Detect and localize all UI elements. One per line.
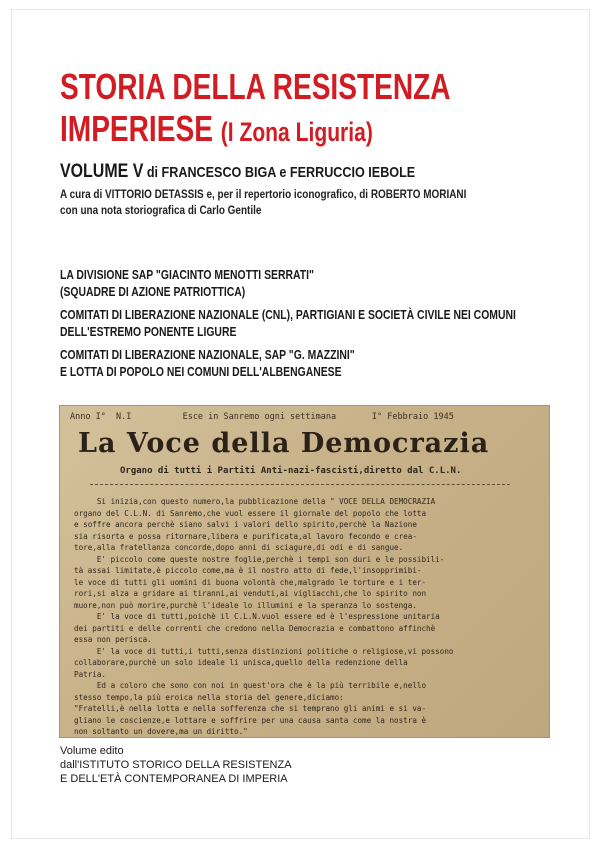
newspaper-line: tà assai limitate,è piccolo come,ma è il nostro atto di fede,l'insopprimibi- (74, 566, 422, 575)
newspaper-line: collaborare,purchè un solo ideale li unisca,quello della redenzione della (74, 658, 408, 667)
publisher-info (60, 744, 292, 786)
newspaper-subtitle: Organo di tutti i Partiti Anti-nazi-fascisti,diretto dal C.L.N. (120, 466, 462, 476)
credits-line-2: con una nota storiografica di Carlo Gentile (60, 203, 262, 217)
title-line-2 (60, 108, 451, 153)
title-line-2-main: IMPERIESE (60, 108, 213, 149)
contents-item: COMITATI DI LIBERAZIONE NAZIONALE, SAP "G. MAZZINI" E LOTTA DI POPOLO NEI COMUNI DELL'ALBENGANESE (60, 347, 355, 379)
publisher-line-2: dall'ISTITUTO STORICO DELLA RESISTENZA (60, 759, 292, 771)
title-line-2-sub: (I Zona Liguria) (220, 117, 373, 147)
newspaper-line: Patria. (74, 669, 107, 679)
credits-line-1: A cura di VITTORIO DETASSIS e, per il repertorio iconografico, di ROBERTO MORIANI (60, 187, 467, 201)
newspaper-line: dei partiti e delle correnti che credono nella Democrazia e combattono affinchè (74, 623, 436, 633)
newspaper-line: organo del C.L.N. di Sanremo,che vuol essere il giornale del popolo che lotta (74, 508, 427, 518)
newspaper-line: E' piccolo come queste nostre foglie,perchè i tempi son duri e le possibili- (74, 554, 445, 564)
newspaper-line: le voce di tutti gli uomini di buona volontà che,malgrado le torture e i ter- (74, 577, 427, 587)
contents-item: LA DIVISIONE SAP "GIACINTO MENOTTI SERRATI" (SQUADRE DI AZIONE PATRIOTTICA) (60, 267, 314, 299)
newspaper-body (74, 496, 537, 737)
newspaper-image (60, 406, 549, 737)
newspaper-line: essa non perisca. (74, 635, 152, 644)
newspaper-line: stesso tempo,la più eroica nella storia del genere,diciamo: (74, 692, 344, 702)
volume-label: VOLUME V (60, 161, 144, 182)
book-title (60, 66, 451, 153)
publisher-line-3: E DELL'ETÀ CONTEMPORANEA DI IMPERIA (60, 773, 288, 785)
credits (60, 186, 466, 218)
newspaper-line: E' la voce di tutti,poichè il C.L.N.vuol essere ed è l'espressione unitaria (74, 612, 440, 621)
volume-authors: di FRANCESCO BIGA e FERRUCCIO IEBOLE (146, 164, 416, 181)
newspaper-line: sia risorta e possa ritornare,libera e purificata,al lavoro fecondo e crea- (74, 531, 417, 541)
title-line-1: STORIA DELLA RESISTENZA (60, 66, 451, 107)
contents-list (60, 266, 516, 386)
newspaper-line: "Fratelli,è nella lotta e nella sofferenza che si temprano gli animi e si va- (74, 704, 427, 713)
newspaper-line: non soltanto un dovere,ma un diritto." (74, 727, 248, 736)
volume-line (60, 161, 415, 183)
publisher-line-1: Volume edito (60, 745, 124, 757)
newspaper-divider (90, 484, 510, 485)
newspaper-line: Si inizia,con questo numero,la pubblicazione della " VOCE DELLA DEMOCRAZIA (74, 497, 436, 506)
newspaper-header: Anno I° N.I Esce in Sanremo ogni settimana I° Febbraio 1945 (70, 412, 454, 422)
newspaper-line: rori,si alza a gridare ai tiranni,ai venduti,ai vigliacchi,che lo spirito non (74, 589, 427, 598)
newspaper-line: Ed a coloro che sono con noi in quest'ora che è la più terribile e,nello (74, 681, 427, 690)
newspaper-line: muore,non può morire,purchè l'ideale lo illumini e la speranza lo sostenga. (74, 600, 417, 610)
newspaper-line: e soffre ancora perchè siano salvi i valori dello spirito,perchè la Nazione (74, 520, 417, 529)
newspaper-line: gliano le coscienze,e lottare e soffrire per una causa santa come la nostra è (74, 715, 427, 725)
newspaper-line: E' la voce di tutti,i tutti,senza distinzioni politiche o religiose,vi possono (74, 646, 454, 656)
newspaper-line: tore,alla fratellanza concorde,dopo anni di sciagure,di odi e di sangue. (74, 543, 404, 552)
newspaper-masthead: La Voce della Democrazia (78, 428, 490, 459)
contents-item: COMITATI DI LIBERAZIONE NAZIONALE (CNL), PARTIGIANI E SOCIETÀ CIVILE NEI COMUNI DELL'ESTREMO PONENTE LIGURE (60, 307, 516, 339)
